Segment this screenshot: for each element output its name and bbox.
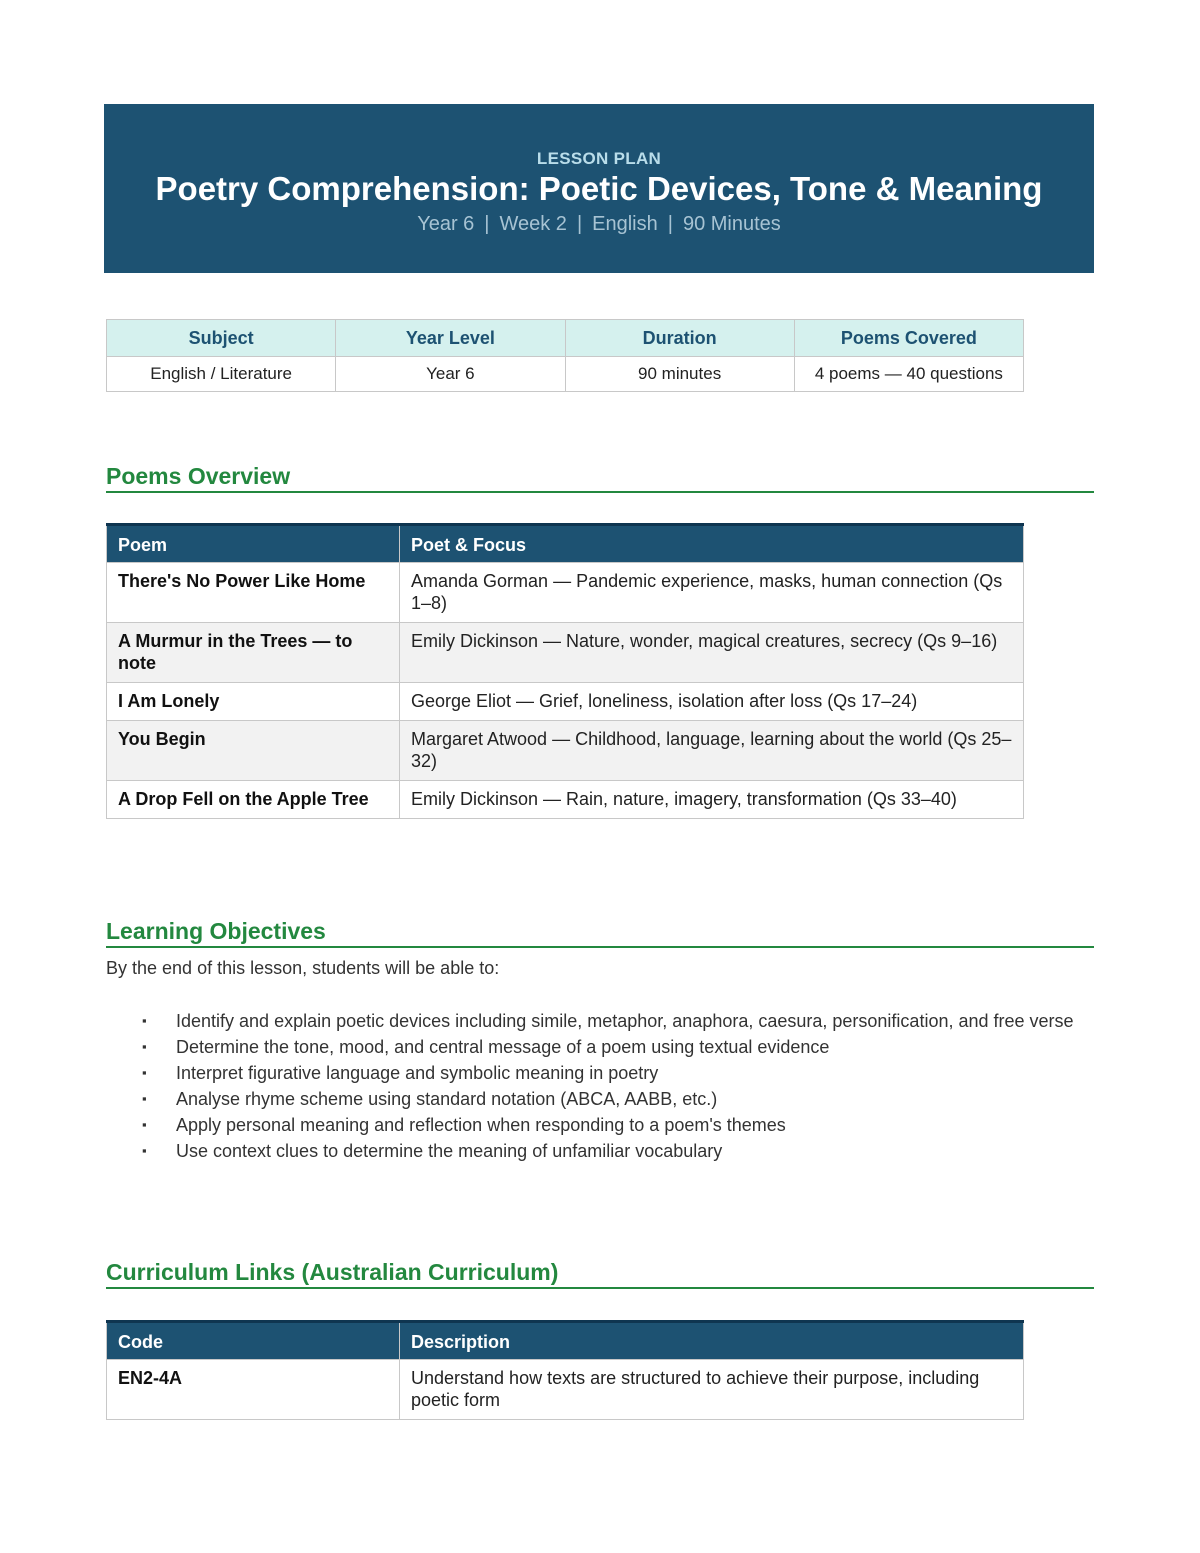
info-value-cell: 90 minutes bbox=[565, 357, 794, 392]
curriculum-table bbox=[106, 1320, 1024, 1420]
list-item bbox=[106, 1010, 1086, 1032]
info-value-cell: Year 6 bbox=[336, 357, 565, 392]
objective-text: Analyse rhyme scheme using standard notation (ABCA, AABB, etc.) bbox=[176, 1089, 718, 1109]
poem-focus: Emily Dickinson — Rain, nature, imagery, transformation (Qs 33–40) bbox=[400, 781, 1024, 819]
page-title: Poetry Comprehension: Poetic Devices, Tone & Meaning bbox=[155, 170, 1043, 207]
poem-title: You Begin bbox=[107, 721, 400, 781]
section-heading-poems: Poems Overview bbox=[106, 462, 1094, 493]
poem-title: A Murmur in the Trees — to note bbox=[107, 623, 400, 683]
info-header-cell: Duration bbox=[565, 320, 794, 357]
table-row bbox=[107, 721, 1024, 781]
poem-focus: Emily Dickinson — Nature, wonder, magical creatures, secrecy (Qs 9–16) bbox=[400, 623, 1024, 683]
info-header-cell: Poems Covered bbox=[794, 320, 1023, 357]
poem-title: I Am Lonely bbox=[107, 683, 400, 721]
objectives-intro: By the end of this lesson, students will be able to: bbox=[106, 958, 500, 978]
doc-kicker: LESSON PLAN bbox=[536, 149, 662, 168]
poem-focus: Amanda Gorman — Pandemic experience, masks, human connection (Qs 1–8) bbox=[400, 563, 1024, 623]
doc-subtitle: Year 6 | Week 2 | English | 90 Minutes bbox=[417, 213, 781, 235]
meta-subject: English bbox=[592, 213, 658, 235]
bullet-icon: ▪ bbox=[142, 1065, 147, 1080]
bullet-icon: ▪ bbox=[142, 1117, 147, 1132]
list-item bbox=[106, 1140, 1086, 1162]
bullet-icon: ▪ bbox=[142, 1013, 147, 1028]
poems-table bbox=[106, 523, 1024, 819]
bullet-icon: ▪ bbox=[142, 1039, 147, 1054]
table-row bbox=[107, 781, 1024, 819]
objective-text: Use context clues to determine the meaning of unfamiliar vocabulary bbox=[176, 1141, 723, 1161]
list-item bbox=[106, 1114, 1086, 1136]
meta-week: Week 2 bbox=[499, 213, 567, 235]
info-value-cell: 4 poems — 40 questions bbox=[794, 357, 1023, 392]
poem-title: A Drop Fell on the Apple Tree bbox=[107, 781, 400, 819]
info-header-cell: Year Level bbox=[336, 320, 565, 357]
lesson-info-table bbox=[106, 319, 1024, 392]
info-value-cell: English / Literature bbox=[107, 357, 336, 392]
table-row bbox=[107, 1360, 1024, 1420]
curriculum-description: Understand how texts are structured to achieve their purpose, including poetic form bbox=[400, 1360, 1024, 1420]
table-row bbox=[107, 683, 1024, 721]
meta-year: Year 6 bbox=[417, 213, 475, 235]
column-header-description: Description bbox=[400, 1322, 1024, 1360]
meta-duration: 90 Minutes bbox=[682, 213, 781, 235]
poem-focus: George Eliot — Grief, loneliness, isolation after loss (Qs 17–24) bbox=[400, 683, 1024, 721]
bullet-icon: ▪ bbox=[142, 1091, 147, 1106]
table-row bbox=[107, 563, 1024, 623]
section-heading-objectives: Learning Objectives bbox=[106, 917, 1094, 948]
header-banner bbox=[104, 104, 1094, 273]
objectives-list bbox=[106, 1010, 1086, 1166]
objective-text: Identify and explain poetic devices including simile, metaphor, anaphora, caesura, personification, and free verse bbox=[176, 1011, 1074, 1031]
info-header-row bbox=[107, 320, 1024, 357]
list-item bbox=[106, 1062, 1086, 1084]
poem-title: There's No Power Like Home bbox=[107, 563, 400, 623]
table-row bbox=[107, 623, 1024, 683]
list-item bbox=[106, 1036, 1086, 1058]
info-value-row bbox=[107, 357, 1024, 392]
section-heading-curriculum: Curriculum Links (Australian Curriculum) bbox=[106, 1258, 1094, 1289]
info-header-cell: Subject bbox=[107, 320, 336, 357]
list-item bbox=[106, 1088, 1086, 1110]
table-header-row bbox=[107, 525, 1024, 563]
curriculum-code: EN2-4A bbox=[107, 1360, 400, 1420]
column-header-poem: Poem bbox=[107, 525, 400, 563]
table-header-row bbox=[107, 1322, 1024, 1360]
objective-text: Interpret figurative language and symbolic meaning in poetry bbox=[176, 1063, 659, 1083]
objective-text: Determine the tone, mood, and central message of a poem using textual evidence bbox=[176, 1037, 830, 1057]
bullet-icon: ▪ bbox=[142, 1143, 147, 1158]
objective-text: Apply personal meaning and reflection when responding to a poem's themes bbox=[176, 1115, 786, 1135]
column-header-focus: Poet & Focus bbox=[400, 525, 1024, 563]
column-header-code: Code bbox=[107, 1322, 400, 1360]
poem-focus: Margaret Atwood — Childhood, language, learning about the world (Qs 25–32) bbox=[400, 721, 1024, 781]
